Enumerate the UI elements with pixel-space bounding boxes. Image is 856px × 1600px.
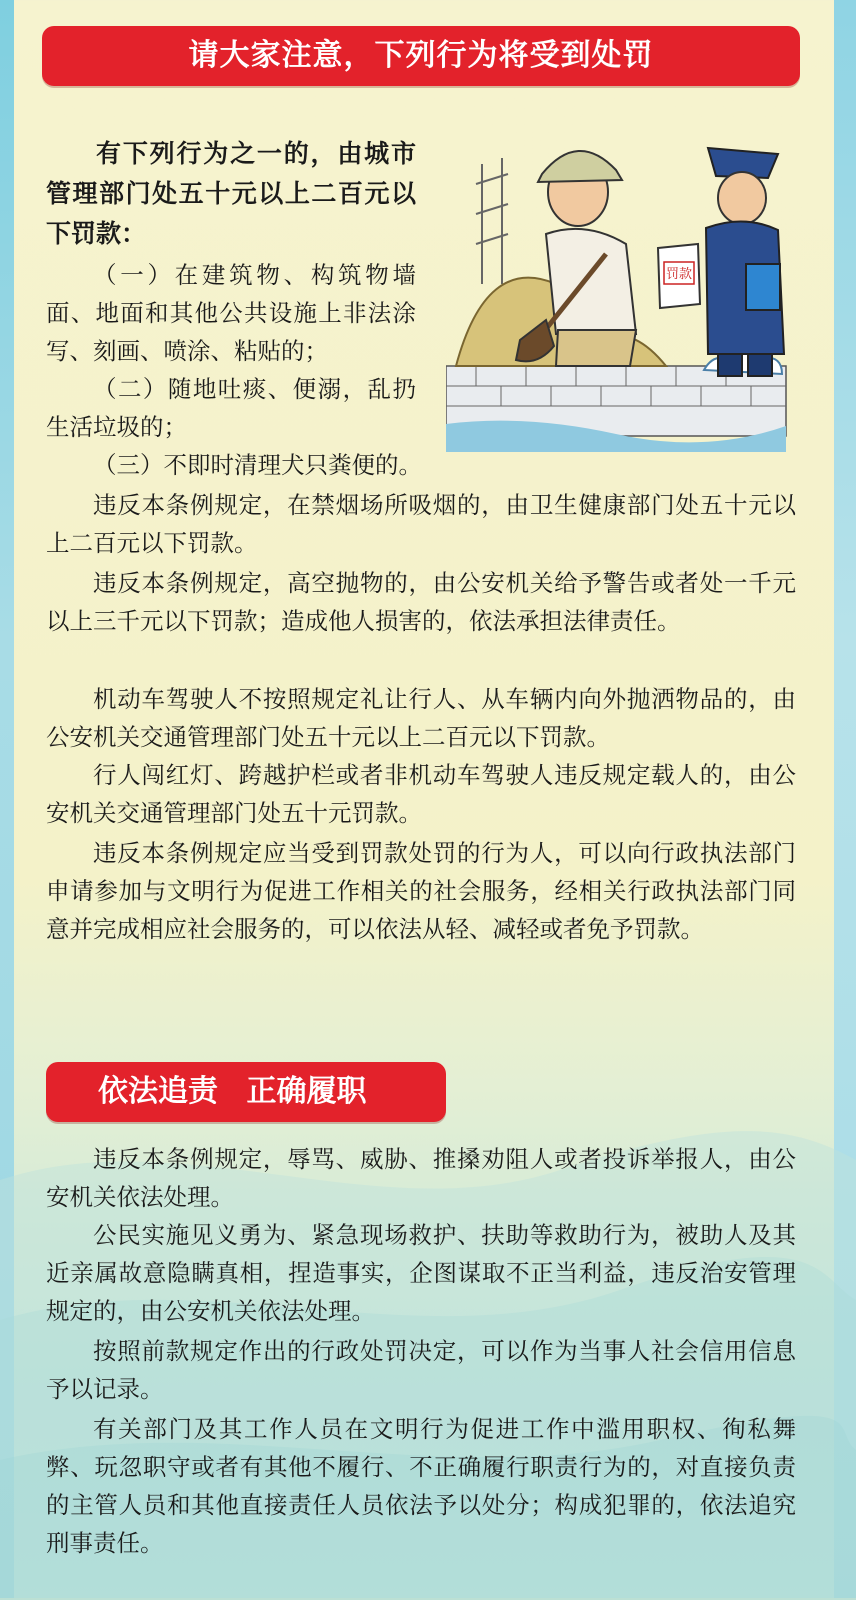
section2-para-1: 违反本条例规定，辱骂、威胁、推搡劝阻人或者投诉举报人，由公安机关依法处理。 (46, 1145, 796, 1211)
section1-intro: 有下列行为之一的，由城市管理部门处五十元以上二百元以下罚款： (46, 139, 416, 248)
item-3: （三）不即时清理犬只粪便的。 (93, 451, 422, 479)
left-edge-decoration (0, 0, 14, 1598)
section2-para-4: 有关部门及其工作人员在文明行为促进工作中滥用职权、徇私舞弊、玩忽职守或者有其他不履行、不正确履行职责行为的，对直接负责的主管人员和其他直接责任人员依法予以处分；构成犯罪的，依法追究刑事责任。 (46, 1415, 796, 1557)
right-edge-decoration (834, 0, 856, 1598)
section1-para-1: 违反本条例规定，在禁烟场所吸烟的，由卫生健康部门处五十元以上二百元以下罚款。 (46, 491, 796, 557)
section1-para-4: 行人闯红灯、跨越护栏或者非机动车驾驶人违反规定载人的，由公安机关交通管理部门处五十元罚款。 (46, 761, 796, 827)
illustration-officer-fining-worker (446, 134, 794, 452)
section1-para-3: 机动车驾驶人不按照规定礼让行人、从车辆内向外抛洒物品的，由公安机关交通管理部门处五十元以上二百元以下罚款。 (46, 685, 796, 751)
section2-para-2: 公民实施见义勇为、紧急现场救护、扶助等救助行为，被助人及其近亲属故意隐瞒真相，捏造事实，企图谋取不正当利益，违反治安管理规定的，由公安机关依法处理。 (46, 1221, 796, 1325)
item-2: （二）随地吐痰、便溺，乱扔生活垃圾的； (46, 375, 416, 441)
section2-heading: 依法追责 正确履职 (46, 1062, 446, 1122)
fine-sign-text: 罚款 (665, 267, 693, 282)
section1-para-2: 违反本条例规定，高空抛物的，由公安机关给予警告或者处一千元以上三千元以下罚款；造成他人损害的，依法承担法律责任。 (46, 569, 796, 635)
section1-para-5: 违反本条例规定应当受到罚款处罚的行为人，可以向行政执法部门申请参加与文明行为促进工作相关的社会服务，经相关行政执法部门同意并完成相应社会服务的，可以依法从轻、减轻或者免予罚款。 (46, 839, 796, 943)
item-1: （一）在建筑物、构筑物墙面、地面和其他公共设施上非法涂写、刻画、喷涂、粘贴的； (46, 261, 416, 365)
section1-heading: 请大家注意，下列行为将受到处罚 (42, 26, 800, 86)
section2-para-3: 按照前款规定作出的行政处罚决定，可以作为当事人社会信用信息予以记录。 (46, 1337, 796, 1403)
